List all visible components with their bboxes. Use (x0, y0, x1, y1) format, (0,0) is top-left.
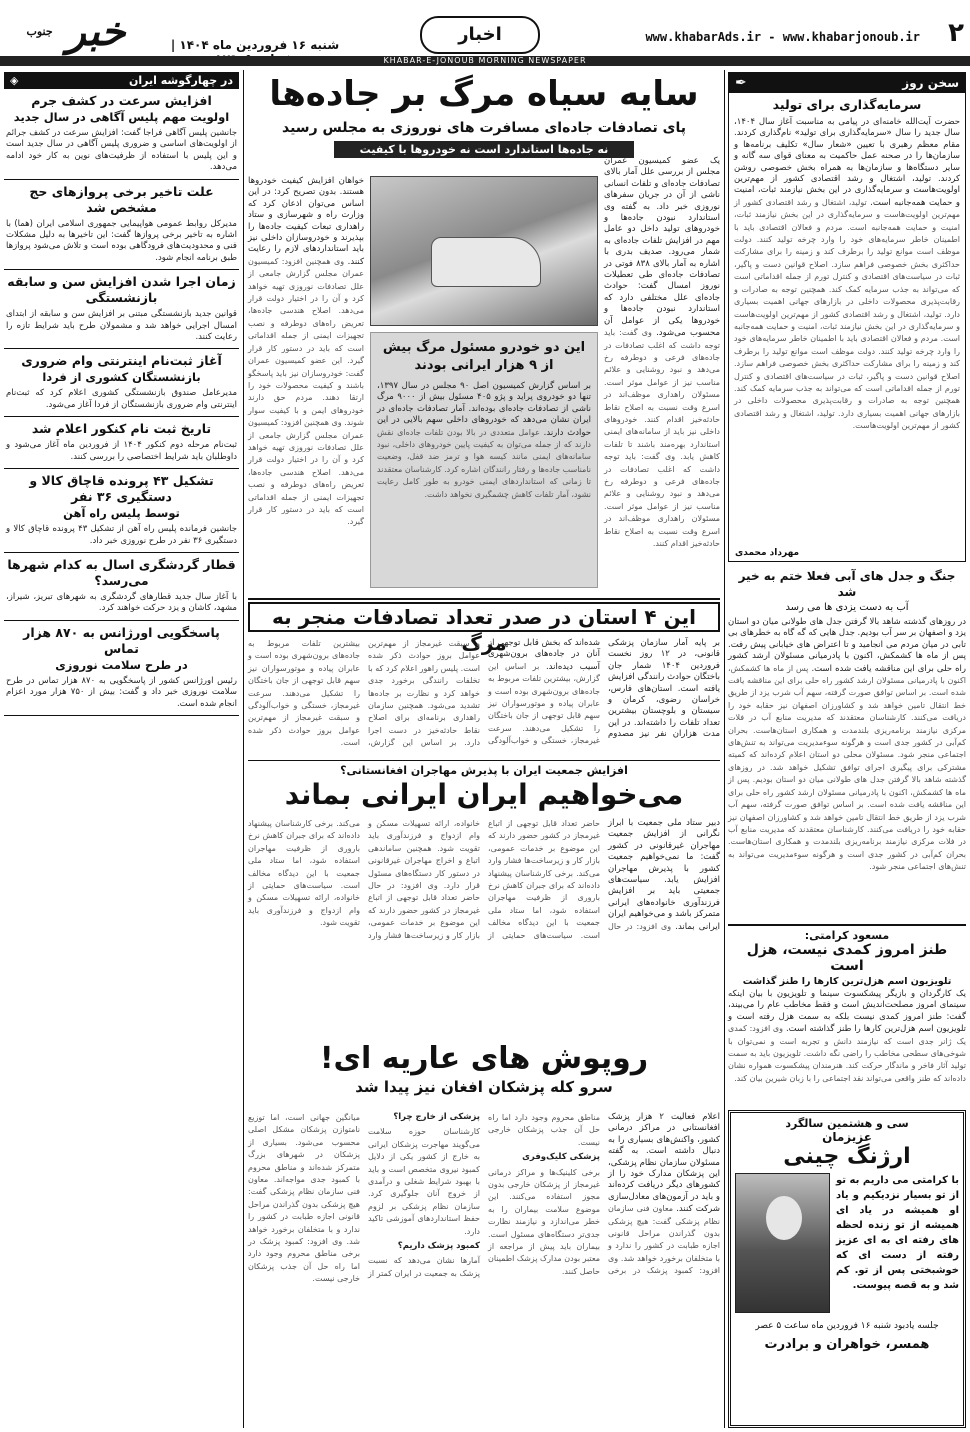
migrants-kicker: افزایش جمعیت ایران با پذیرش مهاجران افغانستانی؟ (340, 764, 628, 777)
satire-article (728, 924, 966, 1104)
column-divider (243, 70, 244, 1428)
crash-photo (370, 176, 598, 326)
editorial-title: سرمایه‌گذاری برای تولید (772, 97, 922, 112)
doctors-title: روپوش های عاریه ای! (319, 1041, 649, 1076)
doctors-article (248, 1040, 720, 1110)
logo-text: خبر (66, 8, 126, 55)
left-news-body: با آغاز سال جدید قطارهای گردشگری به شهرهای تبریز، شیراز، مشهد، کاشان و یزد حرکت خواهند کرد. (6, 591, 237, 614)
left-news-item (4, 270, 239, 349)
memorial-content (735, 1173, 959, 1313)
provinces-headline-box (248, 602, 720, 655)
editorial-author: مهرداد محمدی (735, 548, 800, 558)
left-news-item (4, 349, 239, 417)
left-news-subtitle: در طرح سلامت نوروزی (55, 657, 188, 672)
site-urls[interactable]: www.khabarAds.ir - www.khabarjonoub.ir (645, 30, 920, 44)
memorial-heading: سی و هشتمین سالگرد (785, 1117, 909, 1130)
migrants-body: دبیر ستاد ملی جمعیت با ابراز نگرانی از افزایش جمعیت مهاجران غیرقانونی در کشور گفت: ما نمی‌خواهیم جمعیت کشور با پذیرش مهاجران افزایش یابد. سیاست‌های جمعیتی باید بر افزایش فرزندآوری خانواده‌های ایرانی متمرکز باشد و می‌خواهیم ایران ایرانی بماند. وی افزود: در حال حاضر تعداد قابل توجهی از اتباع غیرمجاز در کشور حضور دارند که این موضوع بر خدمات عمومی، بازار کار و زیرساخت‌ها فشار وارد می‌کند. برخی کارشناسان پیشنهاد داده‌اند که برای جبران کاهش نرخ باروری از ظرفیت مهاجران استفاده شود، اما ستاد ملی جمعیت با این دیدگاه مخالف است. سیاست‌های حمایتی از خانواده، ارائه تسهیلات مسکن و وام ازدواج و فرزندآوری باید تقویت شود. همچنین ساماندهی اتباع و اخراج مهاجران غیرقانونی در دستور کار دستگاه‌های مسئول قرار دارد. وی افزود: در حال حاضر تعداد قابل توجهی از اتباع غیرمجاز در کشور حضور دارند که این موضوع بر خدمات عمومی، بازار کار و زیرساخت‌ها فشار وارد می‌کند. برخی کارشناسان پیشنهاد داده‌اند که برای جبران کاهش نرخ باروری از ظرفیت مهاجران استفاده شود، اما ستاد ملی جمعیت با این دیدگاه مخالف است. سیاست‌های حمایتی از خانواده، ارائه تسهیلات مسکن و وام ازدواج و فرزندآوری باید تقویت شود. (248, 818, 720, 940)
satire-title: طنز امروز کمدی نیست، هزل است (746, 942, 948, 974)
migrants-title: می‌خواهیم ایران ایرانی بماند (284, 778, 684, 811)
left-news-body: مدیرعامل صندوق بازنشستگی کشوری اعلام کرد که ثبت‌نام اینترنتی وام ضروری بازنشستگان از فردا آغاز می‌شود. (6, 388, 237, 410)
editorial-box (728, 72, 966, 562)
lead-quote-body: بر اساس گزارش کمیسیون اصل ۹۰ مجلس در سال ۱۳۹۷، تنها دو خودروی پراید و پژو ۴۰۵ مسئول بیش از ۹۰۰۰ مرگ ناشی از تصادفات جاده‌ای بوده‌اند. آمار تصادفات جاده‌ای در ایران نشان می‌دهد که خودروهای داخلی سهم بالایی در این حوادث دارند. عوامل متعددی در بالا بودن تلفات جاده‌ای نقش دارند که از جمله می‌توان به کیفیت پایین خودروهای داخلی، نبود سامانه‌های ایمنی مانند کیسه هوا و ترمز ضد قفل، وضعیت نامناسب جاده‌ها و رفتار رانندگان اشاره کرد. کارشناسان معتقدند تا زمانی که استانداردهای ایمنی خودرو به طور کامل رعایت نشود، آمار تلفات کاهش چشمگیری نخواهد داشت. (377, 381, 592, 499)
newspaper-logo (6, 8, 146, 58)
map-icon: ◈ (10, 74, 19, 87)
left-news-title: آغاز ثبت‌نام اینترنتی وام ضروری (21, 353, 222, 369)
portrait-face-shape (766, 1196, 802, 1240)
lead-title: سایه سیاه مرگ بر جاده‌ها (269, 74, 699, 114)
left-news-item (4, 621, 239, 716)
editorial-body: حضرت آیت‌الله خامنه‌ای در پیامی به مناسبت آغاز سال ۱۴۰۴، سال جدید را سال «سرمایه‌گذاری برای تولید» نام‌گذاری کردند. مقام معظم رهبری با تعیین «شعار سال» تکلیف برنامه‌ها و سازمان‌ها را در صحنه عمل حاکمیت به معنای قوای سه گانه و سایر دستگاه‌ها و سازمان‌ها به همراه بخش خصوصی روشن کردند. تولید، اشتغال و رشد اقتصادی کشور از مهم‌ترین اولویت‌هاست و سرمایه‌گذاری در این بخش نیازمند ثبات، امنیت و حمایت همه‌جانبه است. تولید، اشتغال و رشد اقتصادی کشور از مهم‌ترین اولویت‌هاست و سرمایه‌گذاری در این بخش نیازمند ثبات، امنیت و حمایت همه‌جانبه است. مردم و فعالان اقتصادی باید با اطمینان خاطر سرمایه‌های خود را وارد چرخه تولید کنند. دولت موظف است موانع تولید را برطرف کند و زمینه را برای مشارکت حداکثری بخش خصوصی فراهم سازد. اصلاح قوانین دست و پاگیر، ثبات در سیاست‌های اقتصادی و کنترل تورم از جمله اقداماتی است که می‌تواند به جذب سرمایه کمک کند. همچنین توجه به صادرات و رقابت‌پذیری محصولات داخلی در بازارهای جهانی اهمیت بسیاری دارد. تولید، اشتغال و رشد اقتصادی کشور از مهم‌ترین اولویت‌هاست و سرمایه‌گذاری در این بخش نیازمند ثبات، امنیت و حمایت همه‌جانبه است. مردم و فعالان اقتصادی باید با اطمینان خاطر سرمایه‌های خود را وارد چرخه تولید کنند. دولت موظف است موانع تولید را برطرف کند و زمینه را برای مشارکت حداکثری بخش خصوصی فراهم سازد. اصلاح قوانین دست و پاگیر، ثبات در سیاست‌های اقتصادی و کنترل تورم از جمله اقداماتی است که می‌تواند به جذب سرمایه کمک کند. همچنین توجه به صادرات و رقابت‌پذیری محصولات داخلی در بازارهای جهانی اهمیت بسیاری دارد. تولید، اشتغال و رشد اقتصادی کشور از مهم‌ترین اولویت‌هاست. (734, 117, 961, 431)
left-news-item (4, 469, 239, 553)
left-news-item (4, 180, 239, 271)
left-news-item (4, 553, 239, 621)
left-column-label: در چهارگوشه ایران (129, 74, 233, 87)
memorial-signature: همسر، خواهران و برادرت (764, 1337, 930, 1352)
memorial-body: با کرامتی می داریم به تو از تو بسیار نزدیکیم و یاد او همیشه در یاد ای همیشه از تو زنده لحظه های رفته ای به ای عزیز رفته از دست ای که خوشبختی پس از تو. کم شد و به قصه پیوست. (836, 1175, 959, 1291)
satire-body: یک کارگردان و بازیگر پیشکسوت سینما و تلویزیون با بیان اینکه سینمای امروز مصلحت‌اندیش است و فقط مخاطب عام را می‌بیند، گفت: طنز امروز کمدی نیست بلکه به سمت هزل رفته است و تلویزیون اسم هزل‌ترین کارها را طنز گذاشته است. وی افزود: کمدی یک ژانر جدی است که نیازمند دانش و تجربه است و نمی‌توان با شوخی‌های سطحی مخاطب را راضی نگه داشت. تلویزیون باید به سمت تولید آثار فاخر و ماندگار حرکت کند. هنرمندان پیشکسوت همواره نشان داده‌اند که طنز واقعی می‌تواند نقد اجتماعی را با زبان شیرین بیان کند. (728, 989, 967, 1083)
doctors-subtitle: سرو کله پزشکان افغان نیز پیدا شد (355, 1078, 613, 1096)
left-news-subtitle: بازنشستگان کشوری از فردا (42, 370, 201, 385)
provinces-body: بر پایه آمار سازمان پزشکی قانونی، در ۱۲ روز نخست فروردین ۱۴۰۴ شمار جان باختگان حوادث رانندگی افزایش یافته است. استان‌های فارس، خراسان رضوی، کرمان و سیستان و بلوچستان بیشترین تعداد تلفات را داشته‌اند. در این مدت هزاران نفر نیز مصدوم شده‌اند که بخش قابل توجهی از آنان در جاده‌های برون‌شهری آسیب دیده‌اند. بر اساس این گزارش، بیشترین تلفات مربوط به جاده‌های برون‌شهری بوده است و عابران پیاده و موتورسواران نیز سهم قابل توجهی از جان باختگان را تشکیل می‌دهند. سرعت غیرمجاز، خستگی و خواب‌آلودگی و سبقت غیرمجاز از مهم‌ترین عوامل بروز حوادث ذکر شده است. پلیس راهور اعلام کرد که با تخلفات رانندگی برخورد جدی خواهد کرد و نظارت بر جاده‌ها تشدید می‌شود. همچنین سازمان راهداری برنامه‌ای برای اصلاح نقاط حادثه‌خیز در دست اجرا دارد. بر اساس این گزارش، بیشترین تلفات مربوط به جاده‌های برون‌شهری بوده است و عابران پیاده و موتورسواران نیز سهم قابل توجهی از جان باختگان را تشکیل می‌دهند. سرعت غیرمجاز، خستگی و خواب‌آلودگی و سبقت غیرمجاز از مهم‌ترین عوامل بروز حوادث ذکر شده است. (248, 638, 720, 748)
left-news-body: جانشین پلیس آگاهی فراجا گفت: افزایش سرعت در کشف جرائم از اولویت‌های اساسی و ضروری پلیس آگاهی در سال جدید است و این پلیس با استفاده از ظرفیت‌های نوین به کار خود ادامه می‌دهد. (6, 128, 237, 173)
water-subtitle: آب به دست یزدی ها می رسد (785, 602, 909, 613)
left-news-body: رئیس اورژانس کشور از پاسخگویی به ۸۷۰ هزار تماس در طرح سلامت نوروزی خبر داد و گفت: بیش از ۷۵۰ هزار مورد اعزام انجام شده است. (6, 675, 237, 709)
page-number: ۲ (948, 18, 964, 48)
section-divider (248, 598, 720, 600)
water-article (728, 568, 966, 918)
left-news-subtitle: اولویت مهم پلیس آگاهی در سال جدید (13, 110, 230, 124)
portrait-photo (735, 1173, 830, 1313)
quill-icon: ✒ (735, 75, 747, 91)
left-news-title: تاریخ ثبت نام کنکور اعلام شد (31, 421, 212, 437)
left-news-item (4, 89, 239, 180)
doctors-body: اعلام فعالیت ۲ هزار پزشک افغانستانی در مراکز درمانی کشور، واکنش‌های بسیاری را به دنبال داشته است. به گفته مسئولان سازمان نظام پزشکی، این پزشکان مدارک خود را از کشورهای دیگر دریافت کرده‌اند و باید در آزمون‌های معادل‌سازی شرکت کنند. معاون فنی سازمان نظام پزشکی گفت: هیچ پزشکی بدون گذراندن مراحل قانونی اجازه طبابت در کشور را ندارد و با متخلفان برخورد خواهد شد. وی افزود: کمبود پزشک در برخی مناطق محروم وجود دارد اما راه حل آن جذب پزشکان خارجی نیست. پزشکی کلیک‌وفری برخی کلینیک‌ها و مراکز درمانی غیرمجاز از پزشکان خارجی بدون مجوز استفاده می‌کنند. این موضوع سلامت بیماران را به خطر می‌اندازد و نیازمند نظارت جدی‌تر دستگاه‌های مسئول است. بیماران باید پیش از مراجعه از معتبر بودن مدارک پزشک اطمینان حاصل کنند. پزشکی از خارج چرا؟ کارشناسان حوزه سلامت می‌گویند مهاجرت پزشکان ایرانی به خارج از کشور یکی از دلایل کمبود نیروی متخصص است و باید با بهبود شرایط شغلی و درآمدی از خروج آنان جلوگیری کرد. سازمان نظام پزشکی بر لزوم حفظ استانداردهای آموزشی تاکید دارد. کمبود پزشک داریم؟ آمارها نشان می‌دهد که نسبت پزشک به جمعیت در ایران کمتر از میانگین جهانی است، اما توزیع نامتوازن پزشکان مشکل اصلی محسوب می‌شود. بسیاری از پزشکان در شهرهای بزرگ متمرکز شده‌اند و مناطق محروم با کمبود جدی مواجه‌اند. معاون فنی سازمان نظام پزشکی گفت: هیچ پزشکی بدون گذراندن مراحل قانونی اجازه طبابت در کشور را ندارد و با متخلفان برخورد خواهد شد. وی افزود: کمبود پزشک در برخی مناطق محروم وجود دارد اما راه حل آن جذب پزشکان خارجی نیست. (248, 1112, 720, 1284)
water-title: جنگ و جدل های آبی فعلا ختم به خیر شد (738, 569, 956, 599)
doctors-subhead-2: پزشکی از خارج چرا؟ (393, 1112, 480, 1122)
doctors-subhead-3: کمبود پزشک داریم؟ (397, 1241, 480, 1252)
left-news-body: ثبت‌نام مرحله دوم کنکور ۱۴۰۴ از فروردین ماه آغاز می‌شود و داوطلبان باید شرایط اختصاصی را بررسی کنند. (6, 440, 237, 462)
car-shape (431, 237, 541, 287)
left-news-body: جانشین فرمانده پلیس راه آهن از تشکیل ۴۳ پرونده قاچاق کالا و دستگیری ۳۶ نفر در طرح نوروزی خبر داد. (6, 524, 237, 546)
lead-subtitle: پای تصادفات جاده‌ای مسافرت های نوروزی به مجلس رسید (282, 120, 686, 136)
left-news-title: تشکیل ۴۳ پرونده قاچاق کالا و دستگیری ۳۶ نفر (29, 473, 214, 505)
left-news-title: پاسخگویی اورژانس به ۸۷۰ هزار تماس (23, 624, 220, 656)
left-news-title: زمان اجرا شدن افزایش سن و سابقه بازنشستگی (7, 274, 236, 306)
memorial-name-pre: عزیزمان (822, 1130, 872, 1144)
lead-quote-box (370, 332, 598, 588)
provinces-title: این ۴ استان در صدر تعداد تصادفات منجر به مرگ (272, 605, 696, 655)
left-news-body: مدیرکل روابط عمومی هواپیمایی جمهوری اسلامی ایران (هما) با اشاره به تاخیر برخی پروازها گفت: این تاخیرها به دلیل مشکلات فنی و محدودیت‌های فرودگاهی بوده است و تلاش می‌شود پروازها طبق برنامه انجام شود. (6, 218, 237, 263)
left-items-list (4, 89, 239, 716)
left-news-title: علت تاخیر برخی پروازهای حج مشخص شد (29, 183, 214, 215)
left-news-item (4, 417, 239, 469)
dateline: شنبه ۱۶ فروردین ماه ۱۴۰۴ | (170, 38, 340, 52)
left-news-title: افزایش سرعت در کشف جرم (31, 93, 212, 108)
left-column (4, 72, 239, 1428)
editorial-header (729, 73, 965, 93)
memorial-notice (728, 1110, 966, 1428)
left-news-subtitle: توسط پلیس راه آهن (63, 506, 180, 521)
editorial-label: سخن روز (902, 76, 959, 90)
left-column-header (4, 72, 239, 89)
lead-body-col3: خواهان افزایش کیفیت خودروها هستند. بدون تصریح کرد: در این اساس می‌توان اذعان کرد که وزارت راه و شهرسازی و ستاد راهداری تبعات کیفیت جاده‌ها را بپذیرند و خودروسازان داخلی نیز باید استانداردهای لازم را رعایت کنند. وی همچنین افزود: کمیسیون عمران مجلس گزارش جامعی از علل تصادفات نوروزی تهیه خواهد کرد و آن را در اختیار دولت قرار می‌دهد. اصلاح هندسی جاده‌ها، تعریض راه‌های دوطرفه و نصب تجهیزات ایمنی از جمله اقداماتی است که باید در دستور کار قرار گیرد. این عضو کمیسیون عمران گفت: خودروسازان نیز باید پاسخگو باشند و کیفیت محصولات خود را ارتقا دهند. مردم حق دارند خودروهای ایمن و با کیفیت سوار شوند. وی همچنین افزود: کمیسیون عمران مجلس گزارش جامعی از علل تصادفات نوروزی تهیه خواهد کرد و آن را در اختیار دولت قرار می‌دهد. اصلاح هندسی جاده‌ها، تعریض راه‌های دوطرفه و نصب تجهیزات ایمنی از جمله اقداماتی است که باید در دستور کار قرار گیرد. (247, 176, 365, 527)
satire-subtitle: تلویزیون اسم هزل‌ترین کارها را طنز گذاشت (742, 976, 952, 987)
section-divider (248, 760, 720, 761)
left-news-body: قوانین جدید بازنشستگی مبتنی بر افزایش سن و سابقه از ابتدای امسال اجرایی خواهد شد و مشمولان طرح باید شرایط تازه را رعایت کنند. (6, 309, 237, 343)
logo-sub: جنوب (26, 25, 53, 38)
satire-kicker: مسعود کرامتی: (804, 929, 890, 942)
lead-body-col1-part2: صدیف بدری با اشاره به آمار بالای ۸۳۸ فوتی در تصادفات جاده‌ای طی تعطیلات نوروز امسال گفت: حوادث جاده‌ای علل مختلفی دارد که استاندارد نبودن جاده‌ها و خودروها یکی از عوامل آن محسوب می‌شود. (604, 247, 721, 339)
doctors-subhead-1: پزشکی کلیک‌وفری (522, 1152, 600, 1163)
water-body: در روزهای گذشته شاهد بالا گرفتن جدل های طولانی میان دو استان یزد و اصفهان بر سر آب بودیم. جدل هایی که گه گاه به خطرهای بی تابی در میان مردم می انجامید و تا اعتراض های خیابانی پیش رفت. پس از ماه ها کشمکش، اکنون با پادرمیانی مسئولان ارشد کشور راه حلی برای این مناقشه یافت شده است. پس از ماه ها کشمکش، اکنون با پادرمیانی مسئولان ارشد کشور راه حلی برای این مناقشه یافت شده است. بر اساس توافق صورت گرفته، سهم آب شرب یزد از طریق خط انتقال تامین خواهد شد و کشاورزان اصفهان نیز حقابه خود را دریافت می‌کنند. کارشناسان معتقدند که مدیریت منابع آب در فلات مرکزی نیازمند برنامه‌ریزی بلندمدت و همکاری استان‌هاست. بحران کم‌آبی در کشور جدی است و هرگونه سوءمدیریت می‌تواند به تنش‌های اجتماعی منجر شود. مسئولان محلی دو استان اعلام کرده‌اند که کمیته مشترکی برای پیگیری اجرای توافق تشکیل خواهد شد. در روزهای گذشته شاهد بالا گرفتن جدل های طولانی میان دو استان بودیم. پس از ماه ها کشمکش، اکنون با پادرمیانی مسئولان ارشد کشور راه حلی برای این مناقشه یافت شده است. بر اساس توافق صورت گرفته، سهم آب شرب یزد از طریق خط انتقال تامین خواهد شد و کشاورزان اصفهان نیز حقابه خود را دریافت می‌کنند. کارشناسان معتقدند که مدیریت منابع آب در فلات مرکزی نیازمند برنامه‌ریزی بلندمدت و همکاری استان‌هاست. بحران کم‌آبی در کشور جدی است و هرگونه سوءمدیریت می‌تواند به تنش‌های اجتماعی منجر شود. (728, 617, 967, 872)
lead-strap: نه جاده‌ها استاندارد است نه خودروها با کیفیت (334, 141, 634, 158)
lead-body-col1: یک عضو کمیسیون عمران مجلس از بررسی علل آمار بالای تصادفات جاده‌ای و تلفات انسانی ناشی از آن در جریان سفرهای نوروزی خبر داد. به گفته وی استاندارد نبودن جاده‌ها و خودروهای تولید داخل دو عامل مهم در افزایش تلفات جاده‌ای به شمار می‌رود. صدیف بدری با اشاره به آمار بالای ۸۳۸ فوتی در تصادفات جاده‌ای طی تعطیلات نوروز امسال گفت: حوادث جاده‌ای علل مختلفی دارد که استاندارد نبودن جاده‌ها و خودروها یکی از عوامل آن محسوب می‌شود. وی گفت: باید توجه داشت که اغلب تصادفات در جاده‌های فرعی و دوطرفه رخ می‌دهد و نبود روشنایی و علائم مناسب نیز از عوامل موثر است. مسئولان راهداری موظف‌اند در اسرع وقت نسبت به اصلاح نقاط حادثه‌خیز اقدام کنند. خودروهای داخلی نیز باید از سامانه‌های ایمنی استاندارد بهره‌مند باشند تا تلفات کاهش یابد. وی گفت: باید توجه داشت که اغلب تصادفات در جاده‌های فرعی و دوطرفه رخ می‌دهد و نبود روشنایی و علائم مناسب نیز از عوامل موثر است. مسئولان راهداری موظف‌اند در اسرع وقت نسبت به اصلاح نقاط حادثه‌خیز اقدام کنند. (604, 156, 721, 548)
lead-quote-title: این دو خودرو مسئول مرگ بیش از ۹ هزار ایرانی بودند (382, 340, 586, 373)
subbar: KHABAR-E-JONOUB MORNING NEWSPAPER (0, 56, 970, 66)
memorial-footer: جلسه یادبود شنبه ۱۶ فروردین ماه ساعت ۵ عصر (755, 1321, 939, 1331)
left-news-title: قطار گردشگری اسال به کدام شهرها می‌رسد؟ (7, 556, 236, 588)
column-divider (724, 70, 725, 1428)
section-title: اخبار (420, 16, 540, 54)
memorial-name: ارژنگ چینی (783, 1144, 911, 1169)
